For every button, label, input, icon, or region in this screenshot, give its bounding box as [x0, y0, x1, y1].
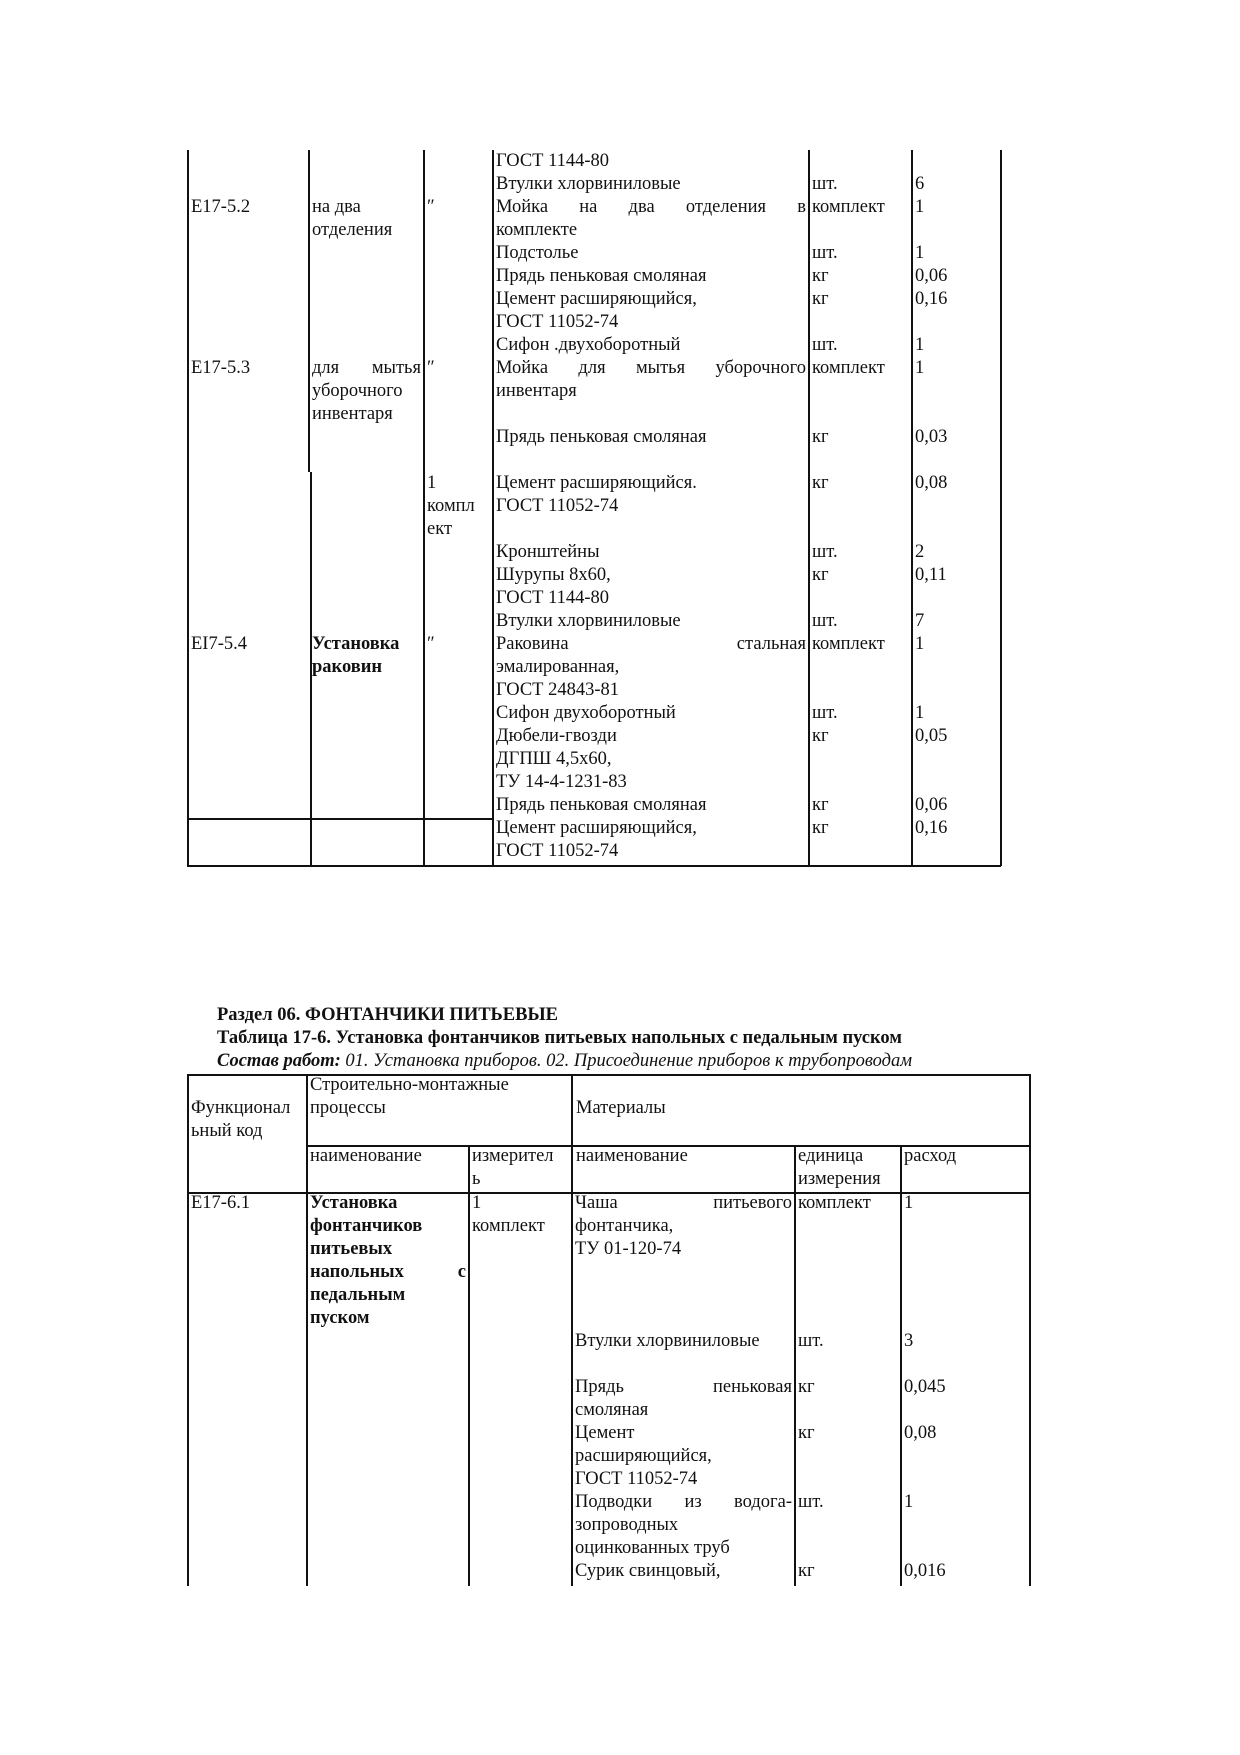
header-process-name: наименование — [310, 1146, 422, 1166]
header-material-unit-cont: измерения — [798, 1169, 881, 1189]
table-border — [187, 150, 189, 866]
cell-unit: шт. — [798, 1331, 824, 1351]
cell-unit: комплект — [812, 358, 885, 378]
cell-qty: 1 — [915, 703, 925, 723]
cell-qty: 1 — [915, 358, 925, 378]
cell-unit: кг — [798, 1561, 815, 1581]
table-title: Таблица 17-6. Установка фонтанчиков питьевых напольных с педальным пуском — [217, 1028, 902, 1048]
column-divider — [492, 150, 494, 866]
cell-qty: 1 — [915, 634, 925, 654]
cell-qty: 1 — [915, 197, 925, 217]
cell-qty: 0,08 — [915, 473, 948, 493]
cell-qty: 3 — [904, 1331, 914, 1351]
cell-unit: комплект — [798, 1193, 871, 1213]
cell-name: Установка — [310, 1193, 398, 1213]
column-divider — [187, 1074, 189, 1586]
cell-mat: Дюбели-гвозди — [496, 726, 617, 746]
column-divider — [808, 150, 810, 866]
cell-mat: Втулки хлорвиниловые — [496, 611, 681, 631]
cell-name: фонтанчиков — [310, 1216, 423, 1236]
cell-meas: ″ — [427, 634, 435, 654]
cell-qty: 0,03 — [915, 427, 948, 447]
cell-unit: кг — [798, 1423, 815, 1443]
cell-code: EI7-5.4 — [191, 634, 247, 654]
cell-unit: кг — [812, 427, 829, 447]
cell-name: педальным — [310, 1285, 406, 1305]
work-composition — [217, 1050, 912, 1073]
cell-mat: ГОСТ 1144-80 — [496, 588, 610, 608]
header-code-cont: ьный код — [191, 1121, 263, 1141]
column-divider — [900, 1145, 902, 1586]
table-border — [187, 1074, 1030, 1076]
header-material-qty: расход — [904, 1146, 957, 1166]
cell-name: отделения — [312, 220, 393, 240]
header-processes-cont: процессы — [310, 1098, 386, 1118]
cell-unit: шт. — [812, 542, 838, 562]
table-border — [1000, 150, 1002, 866]
cell-mat: Мойка на два отделения в — [496, 197, 806, 217]
cell-name: питьевых — [310, 1239, 393, 1259]
cell-qty: 0,16 — [915, 818, 948, 838]
column-divider — [308, 150, 310, 472]
cell-unit: кг — [812, 818, 829, 838]
cell-meas: ″ — [427, 358, 435, 378]
work-composition-text: 01. Установка приборов. 02. Присоединение приборов к трубопроводам — [340, 1051, 913, 1071]
cell-mat: Прядь пеньковая смоляная — [496, 266, 707, 286]
cell-qty: 1 — [915, 243, 925, 263]
cell-mat: комплекте — [496, 220, 578, 240]
column-divider — [1029, 1074, 1031, 1586]
cell-unit: шт. — [812, 174, 838, 194]
cell-mat: Подстолье — [496, 243, 579, 263]
row-divider — [187, 818, 492, 820]
column-divider — [571, 1074, 573, 1586]
column-divider — [794, 1145, 796, 1586]
header-process-measure-cont: ь — [472, 1169, 481, 1189]
cell-mat: Прядь пеньковая смоляная — [496, 795, 707, 815]
column-divider — [468, 1145, 470, 1586]
cell-mat: зопроводных — [575, 1515, 679, 1535]
cell-unit: комплект — [812, 197, 885, 217]
cell-mat: Цемент расширяющийся, — [496, 818, 697, 838]
cell-mat: Кронштейны — [496, 542, 600, 562]
cell-mat: расширяющийся, — [575, 1446, 712, 1466]
cell-mat: смоляная — [575, 1400, 649, 1420]
cell-mat: Чаша питьевого — [575, 1193, 792, 1213]
cell-mat: Подводки из водога- — [575, 1492, 792, 1512]
header-material-name: наименование — [576, 1146, 688, 1166]
cell-code: E17-5.2 — [191, 197, 251, 217]
cell-qty: 7 — [915, 611, 925, 631]
cell-mat: инвентаря — [496, 381, 577, 401]
cell-unit: кг — [812, 795, 829, 815]
cell-meas: 1 — [427, 473, 437, 493]
header-material-unit: единица — [798, 1146, 864, 1166]
column-divider — [423, 150, 425, 866]
column-divider — [306, 1074, 308, 1586]
cell-mat: ГОСТ 1144-80 — [496, 151, 610, 171]
cell-qty: 0,06 — [915, 795, 948, 815]
header-code: Функционал — [191, 1098, 291, 1118]
work-composition-label: Состав работ: — [217, 1051, 341, 1071]
cell-unit: кг — [812, 565, 829, 585]
cell-qty: 1 — [915, 335, 925, 355]
cell-mat: Прядь пеньковая смоляная — [496, 427, 707, 447]
cell-mat: Раковина стальная — [496, 634, 806, 654]
column-divider — [911, 150, 913, 866]
cell-mat: эмалированная, — [496, 657, 620, 677]
cell-qty: 1 — [904, 1492, 914, 1512]
section-title: Раздел 06. ФОНТАНЧИКИ ПИТЬЕВЫЕ — [217, 1005, 558, 1025]
cell-qty: 0,08 — [904, 1423, 937, 1443]
cell-unit: шт. — [812, 611, 838, 631]
cell-mat: ГОСТ 11052-74 — [496, 841, 619, 861]
cell-meas: компл — [427, 496, 475, 516]
cell-unit: кг — [798, 1377, 815, 1397]
cell-meas: 1 — [472, 1193, 482, 1213]
cell-unit: шт. — [798, 1492, 824, 1512]
cell-meas: ект — [427, 519, 453, 539]
cell-mat: Сифон двухоборотный — [496, 703, 676, 723]
cell-name: Установка — [312, 634, 400, 654]
cell-mat: оцинкованных труб — [575, 1538, 730, 1558]
cell-name: напольных с — [310, 1262, 466, 1282]
cell-mat: ГОСТ 11052-74 — [496, 312, 619, 332]
cell-unit: кг — [812, 289, 829, 309]
header-process-measure: измерител — [472, 1146, 554, 1166]
header-processes: Строительно-монтажные — [310, 1075, 509, 1095]
cell-unit: шт. — [812, 703, 838, 723]
header-divider — [306, 1145, 1030, 1147]
cell-qty: 0,16 — [915, 289, 948, 309]
cell-mat: Прядь пеньковая — [575, 1377, 792, 1397]
cell-mat: Сурик свинцовый, — [575, 1561, 721, 1581]
cell-mat: ТУ 01-120-74 — [575, 1239, 682, 1259]
cell-qty: 0,045 — [904, 1377, 946, 1397]
cell-mat: Шурупы 8х60, — [496, 565, 611, 585]
cell-unit: кг — [812, 473, 829, 493]
header-materials: Материалы — [576, 1098, 666, 1118]
cell-name: для мытья — [312, 358, 421, 378]
cell-unit: кг — [812, 726, 829, 746]
cell-unit: шт. — [812, 243, 838, 263]
cell-mat: ГОСТ 11052-74 — [496, 496, 619, 516]
cell-mat: фонтанчика, — [575, 1216, 674, 1236]
cell-meas: комплект — [472, 1216, 545, 1236]
cell-qty: 0,06 — [915, 266, 948, 286]
header-divider — [187, 1192, 1030, 1194]
column-divider — [310, 472, 312, 866]
cell-qty: 0,05 — [915, 726, 948, 746]
cell-mat: Цемент расширяющийся, — [496, 289, 697, 309]
cell-mat: ТУ 14-4-1231-83 — [496, 772, 627, 792]
cell-code: E17-5.3 — [191, 358, 251, 378]
cell-mat: Цемент — [575, 1423, 635, 1443]
cell-unit: шт. — [812, 335, 838, 355]
cell-qty: 0,11 — [915, 565, 947, 585]
cell-mat: Сифон .двухоборотный — [496, 335, 681, 355]
cell-mat: ГОСТ 11052-74 — [575, 1469, 698, 1489]
cell-name: пуском — [310, 1308, 370, 1328]
cell-code: E17-6.1 — [191, 1193, 251, 1213]
cell-qty: 0,016 — [904, 1561, 946, 1581]
cell-qty: 1 — [904, 1193, 914, 1213]
cell-qty: 2 — [915, 542, 925, 562]
table-border — [187, 865, 1001, 867]
cell-meas: ″ — [427, 197, 435, 217]
cell-mat: Втулки хлорвиниловые — [496, 174, 681, 194]
cell-unit: кг — [812, 266, 829, 286]
cell-mat: Мойка для мытья уборочного — [496, 358, 806, 378]
cell-qty: 6 — [915, 174, 925, 194]
cell-mat: ДГПШ 4,5х60, — [496, 749, 612, 769]
cell-unit: комплект — [812, 634, 885, 654]
cell-name: на два — [312, 197, 361, 217]
cell-mat: Цемент расширяющийся. — [496, 473, 697, 493]
cell-name: уборочного — [312, 381, 403, 401]
cell-mat: Втулки хлорвиниловые — [575, 1331, 760, 1351]
cell-name: раковин — [312, 657, 383, 677]
cell-name: инвентаря — [312, 404, 393, 424]
cell-mat: ГОСТ 24843-81 — [496, 680, 619, 700]
